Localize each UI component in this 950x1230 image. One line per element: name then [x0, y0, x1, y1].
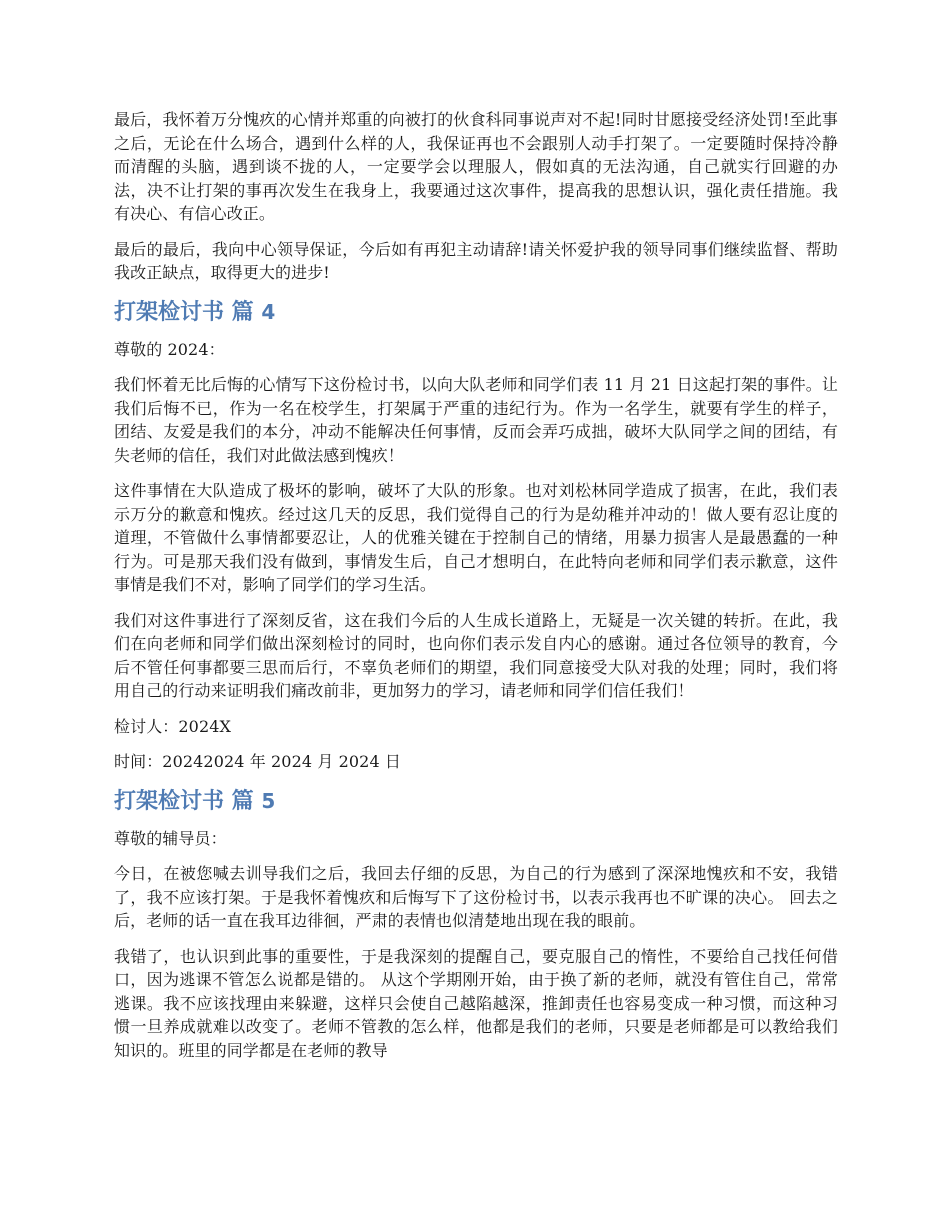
section-title: 打架检讨书 篇 — [114, 788, 254, 814]
section-heading — [114, 297, 838, 328]
signature-line: 检讨人：2024X — [114, 716, 232, 736]
body-paragraph: 最后，我怀着万分愧疚的心情并郑重的向被打的伙食科同事说声对不起!同时甘愿接受经济处罚!至此事之后，无论在什么场合，遇到什么样的人，我保证再也不会跟别人动手打架了。一定要随时保持冷静而清醒的头脑，遇到谈不拢的人，一定要学会以理服人，假如真的无法沟通，自己就实行回避的办法，决不让打架的事再次发生在我身上，我要通过这次事件，提高我的思想认识，强化责任措施。我有决心、有信心改正。 — [114, 110, 838, 223]
salutation: 尊敬的辅导员： — [114, 828, 227, 848]
section-number: 4 — [261, 299, 276, 324]
section-title: 打架检讨书 篇 — [114, 299, 254, 325]
section-number: 5 — [261, 788, 276, 813]
body-paragraph: 我错了，也认识到此事的重要性，于是我深刻的提醒自己，要克服自己的惰性，不要给自己找任何借口，因为逃课不管怎么说都是错的。 从这个学期刚开始，由于换了新的老师，就没有管住自己，常常逃课。我不应该找理由来躲避，这样只会使自己越陷越深，推卸责任也容易变成一种习惯，而这种习惯一旦养成就难以改变了。老师不管教的怎么样，他都是我们的老师，只要是老师都是可以教给我们知识的。班里的同学都是在老师的教导 — [114, 946, 838, 1060]
body-paragraph: 今日，在被您喊去训导我们之后，我回去仔细的反思，为自己的行为感到了深深地愧疚和不安，我错了，我不应该打架。于是我怀着愧疚和后悔写下了这份检讨书，以表示我再也不旷课的决心。 回去之后，老师的话一直在我耳边徘徊，严肃的表情也似清楚地出现在我的眼前。 — [114, 864, 838, 930]
salutation: 尊敬的 2024： — [114, 339, 225, 359]
body-paragraph: 我们怀着无比后悔的心情写下这份检讨书，以向大队老师和同学们表 11 月 21 日这起打架的事件。让我们后悔不已，作为一名在校学生，打架属于严重的违纪行为。作为一名学生，就要有学生的样子，团结、友爱是我们的本分，冲动不能解决任何事情，反而会弄巧成拙，破坏大队同学之间的团结，有失老师的信任，我们对此做法感到愧疚！ — [114, 375, 838, 465]
body-paragraph: 这件事情在大队造成了极坏的影响，破坏了大队的形象。也对刘松林同学造成了损害，在此，我们表示万分的歉意和愧疚。经过这几天的反思，我们觉得自己的行为是幼稚并冲动的！做人要有忍让度的道理，不管做什么事情都要忍让，人的优雅关键在于控制自己的情绪，用暴力损害人是最愚蠢的一种行为。可是那天我们没有做到，事情发生后，自己才想明白，在此特向老师和同学们表示歉意，这件事情是我们不对，影响了同学们的学习生活。 — [114, 481, 838, 594]
body-paragraph: 最后的最后，我向中心领导保证，今后如有再犯主动请辞!请关怀爱护我的领导同事们继续监督、帮助我改正缺点，取得更大的进步! — [114, 239, 838, 282]
body-paragraph: 我们对这件事进行了深刻反省，这在我们今后的人生成长道路上，无疑是一次关键的转折。在此，我们在向老师和同学们做出深刻检讨的同时，也向你们表示发自内心的感谢。通过各位领导的教育，今后不管任何事都要三思而后行，不辜负老师们的期望，我们同意接受大队对我的处理；同时，我们将用自己的行动来证明我们痛改前非，更加努力的学习，请老师和同学们信任我们！ — [114, 610, 838, 700]
section-heading — [114, 786, 838, 817]
date-line: 时间：20242024 年 2024 月 2024 日 — [114, 752, 402, 771]
